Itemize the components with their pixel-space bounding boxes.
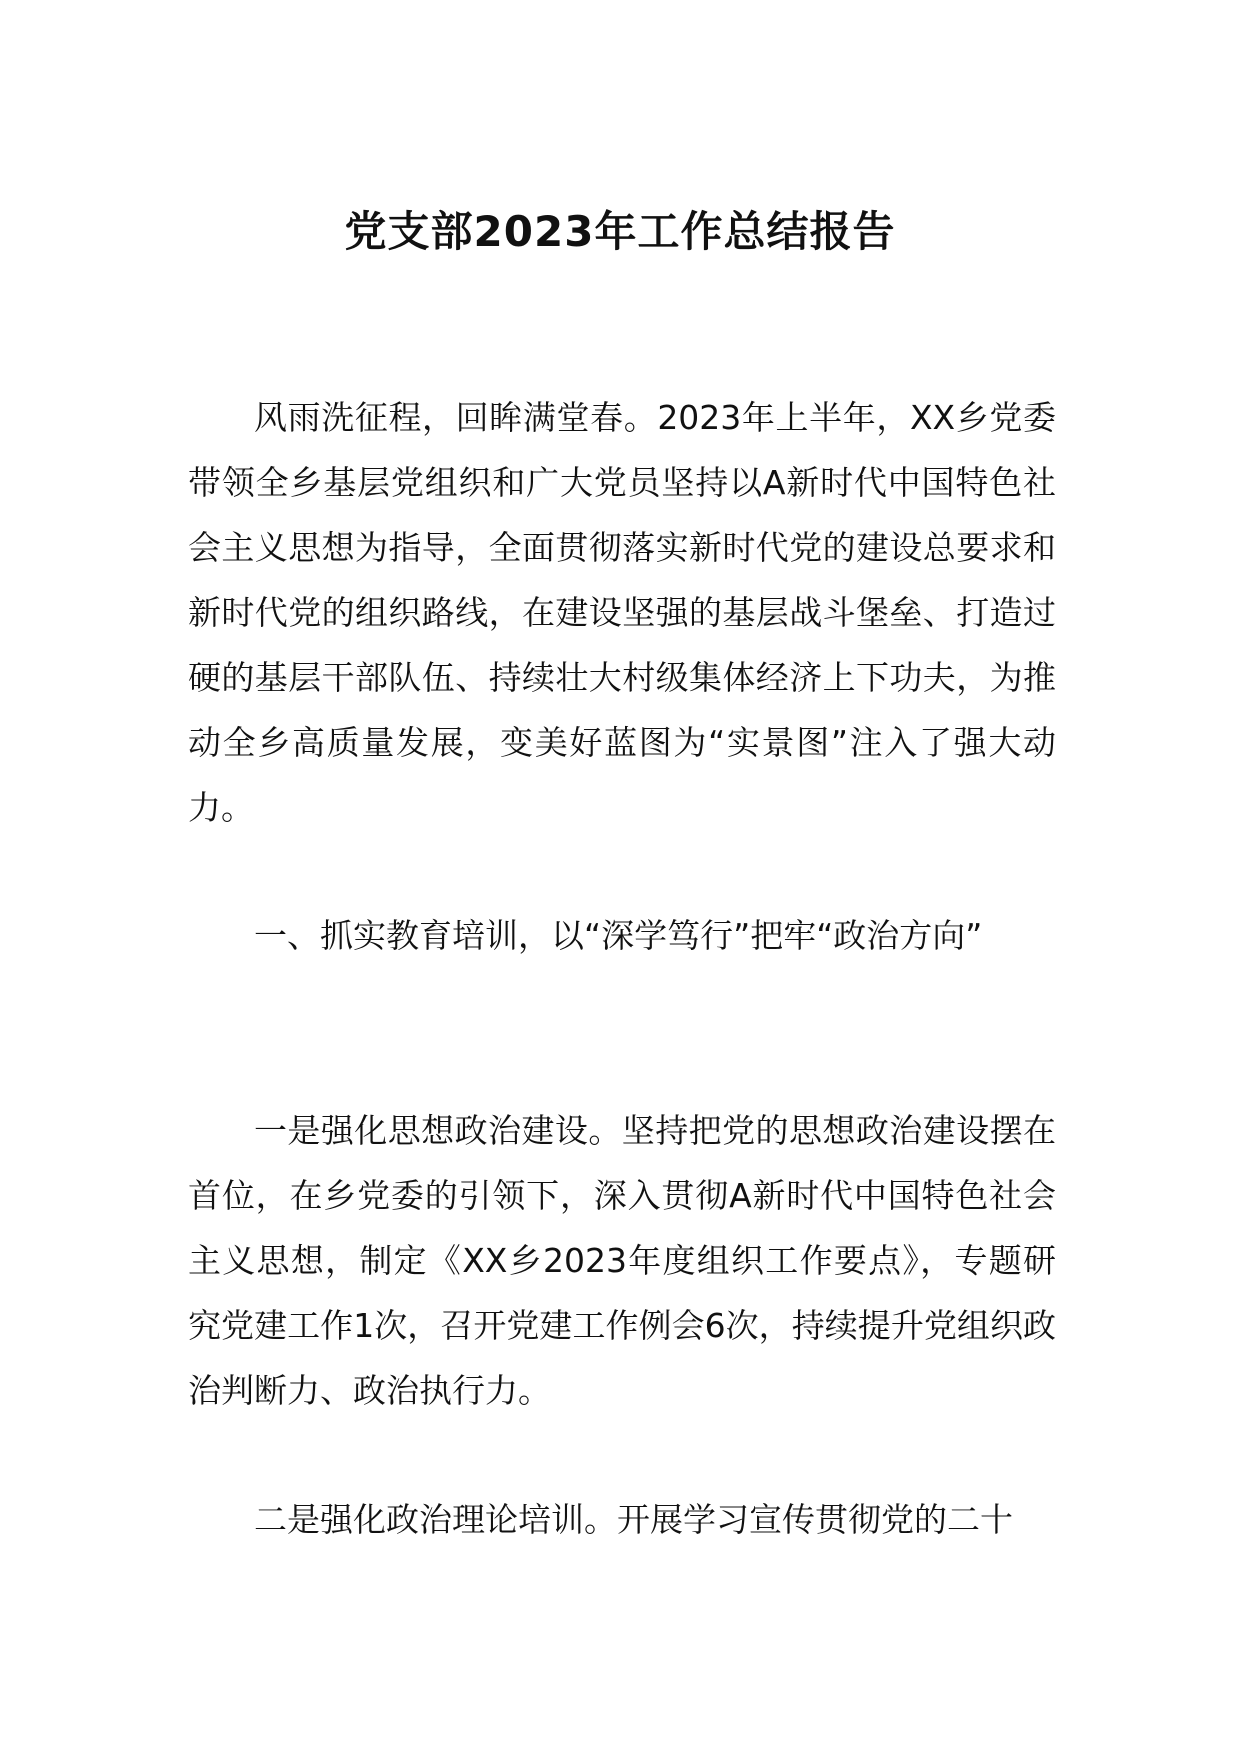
document-title: 党支部2023年工作总结报告 — [344, 207, 896, 256]
intro-paragraph: 风雨洗征程，回眸满堂春。2023年上半年，XX乡党委带领全乡基层党组织和广大党员坚持以A新时代中国特色社会主义思想为指导，全面贯彻落实新时代党的建设总要求和新时代党的组织路线，在建设坚强的基层战斗堡垒、打造过硬的基层干部队伍、持续壮大村级集体经济上下功夫，为推动全乡高质量发展，变美好蓝图为“实景图”注入了强大动力。 — [188, 398, 1056, 827]
point-two-paragraph: 二是强化政治理论培训。开展学习宣传贯彻党的二十 — [254, 1500, 1013, 1539]
point-one-paragraph: 一是强化思想政治建设。坚持把党的思想政治建设摆在首位，在乡党委的引领下，深入贯彻A新时代中国特色社会主义思想，制定《XX乡2023年度组织工作要点》，专题研究党建工作1次，召开党建工作例会6次，持续提升党组织政治判断力、政治执行力。 — [188, 1111, 1056, 1410]
section-heading-one: 一、抓实教育培训，以“深学笃行”把牢“政治方向” — [254, 916, 983, 955]
